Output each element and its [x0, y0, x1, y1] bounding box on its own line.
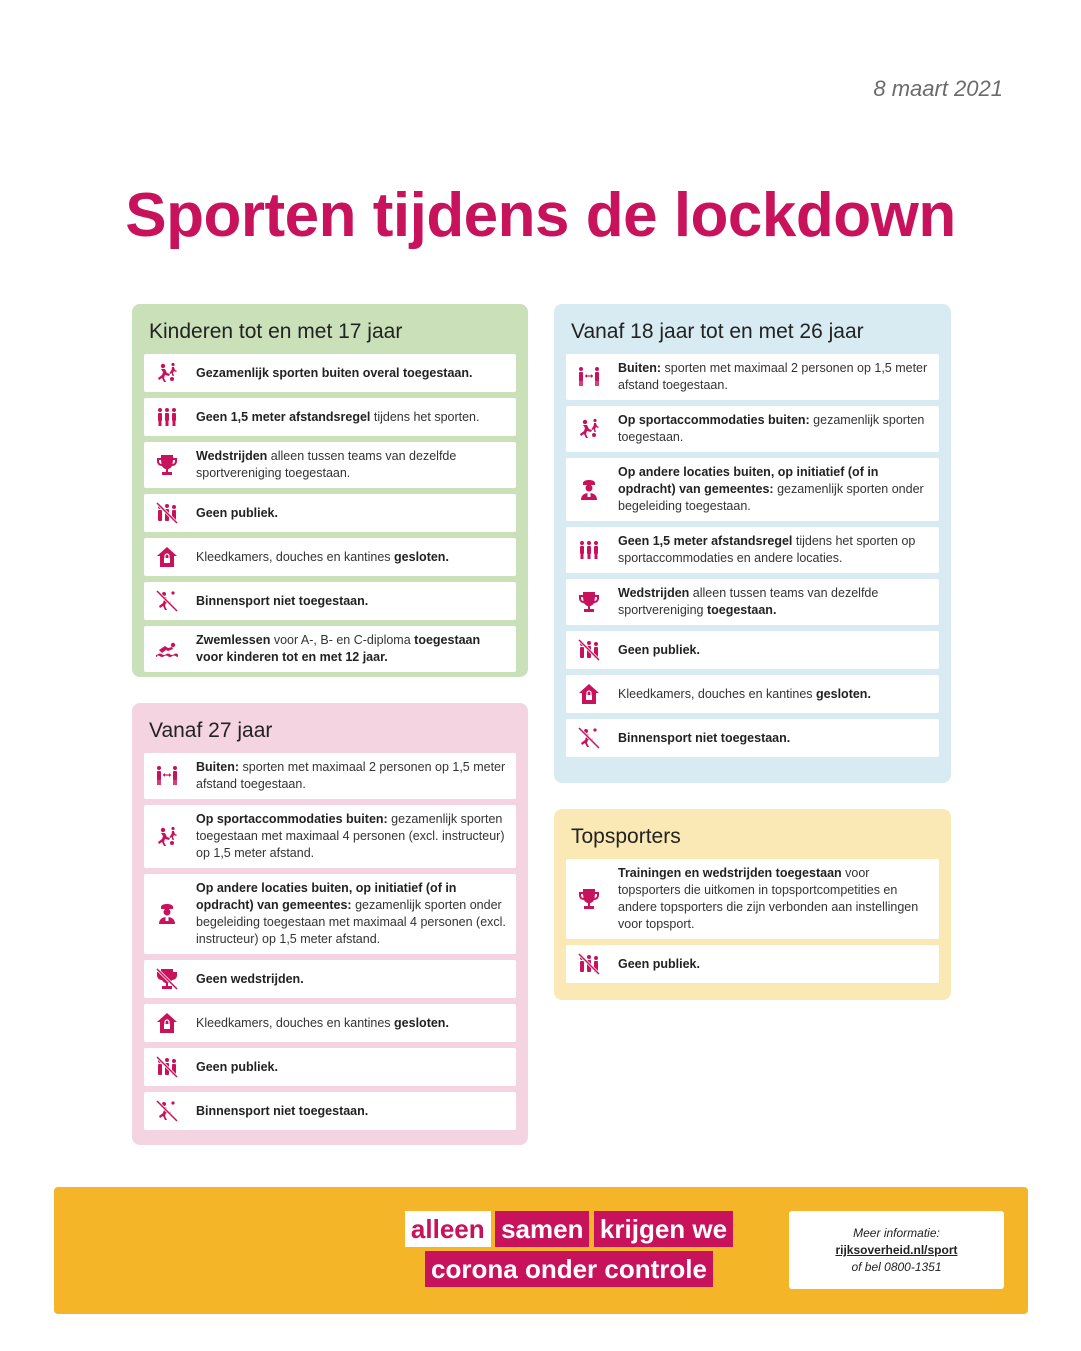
rule-text-emphasis: Geen 1,5 meter afstandsregel	[618, 534, 793, 548]
rule-text-part: sporten met maximaal 2 personen op 1,5 meter afstand toegestaan.	[196, 760, 506, 791]
rule-row	[566, 579, 939, 625]
slogan	[389, 1211, 749, 1291]
rule-text-part: voor topsporters die uitkomen in topsportcompetities en andere topsporters die zijn verbonden aan instellingen voor topsport.	[618, 866, 919, 931]
distance-icon	[152, 763, 182, 789]
no-audience-icon	[152, 500, 182, 526]
rule-text-emphasis: toegestaan.	[706, 603, 777, 617]
rule-text-emphasis: gesloten.	[394, 549, 449, 564]
rule-text-emphasis: Zwemlessen	[196, 633, 271, 647]
rule-text	[196, 1059, 278, 1076]
rule-text-emphasis: Wedstrijden	[618, 586, 690, 600]
panel-top-athletes	[554, 809, 951, 1000]
rule-text-emphasis: gesloten.	[394, 1015, 449, 1030]
rule-row	[144, 538, 516, 576]
rule-text-emphasis: Op andere locaties buiten, op initiatief (of in opdracht) van gemeentes:	[618, 465, 879, 496]
panel-heading: Vanaf 27 jaar	[149, 719, 273, 742]
trophy-icon	[574, 886, 604, 912]
outdoor-sport-icon	[152, 824, 182, 850]
rule-row	[566, 527, 939, 573]
rule-row	[144, 1092, 516, 1130]
locked-building-icon	[152, 544, 182, 570]
rule-text	[618, 585, 929, 619]
rule-text	[196, 1015, 449, 1032]
rule-text	[196, 593, 368, 610]
rule-text-part: Kleedkamers, douches en kantines	[196, 1015, 395, 1030]
rule-text-emphasis: Binnensport niet toegestaan.	[618, 730, 791, 745]
rule-text-emphasis: Binnensport niet toegestaan.	[196, 593, 369, 608]
rule-text-part: tijdens het sporten.	[370, 409, 480, 424]
rule-row	[144, 354, 516, 392]
rule-text	[618, 412, 929, 446]
rule-row	[566, 406, 939, 452]
no-audience-icon	[574, 637, 604, 663]
rule-text-emphasis: Gezamenlijk sporten buiten overal toegestaan.	[196, 365, 473, 380]
rule-text-emphasis: Binnensport niet toegestaan.	[196, 1103, 369, 1118]
rule-text	[196, 971, 304, 988]
rule-text-part: gezamenlijk sporten onder begeleiding toegestaan.	[618, 482, 924, 513]
rule-text	[618, 865, 929, 933]
rule-row	[144, 1004, 516, 1042]
panel-heading: Kinderen tot en met 17 jaar	[149, 320, 403, 343]
slogan-word: corona onder controle	[425, 1251, 713, 1287]
info-label: Meer informatie:	[853, 1226, 940, 1240]
rule-row	[566, 675, 939, 713]
rule-row	[144, 753, 516, 799]
group-icon	[152, 404, 182, 430]
rule-text-part: Kleedkamers, douches en kantines	[618, 686, 817, 701]
outdoor-sport-icon	[152, 360, 182, 386]
rule-text-emphasis: Buiten:	[196, 760, 240, 774]
rule-row	[566, 859, 939, 939]
slogan-word: krijgen we	[594, 1211, 733, 1247]
rule-text	[196, 632, 506, 666]
rule-row	[566, 719, 939, 757]
locked-building-icon	[152, 1010, 182, 1036]
panel-young-adults	[554, 304, 951, 783]
rule-text	[196, 880, 506, 948]
rule-row	[566, 945, 939, 983]
rule-text	[196, 365, 472, 382]
rule-text-emphasis: Wedstrijden	[196, 449, 268, 463]
rule-row	[144, 494, 516, 532]
rule-text-part: tijdens het sporten op sportaccommodaties en andere locaties.	[618, 534, 916, 565]
rule-text-emphasis: Geen publiek.	[196, 505, 278, 520]
rule-text	[618, 464, 929, 515]
rule-text	[618, 642, 700, 659]
official-icon	[574, 477, 604, 503]
rule-text-emphasis: Geen publiek.	[618, 642, 700, 657]
info-phone: of bel 0800-1351	[851, 1260, 942, 1274]
rule-row	[566, 354, 939, 400]
no-trophy-icon	[152, 966, 182, 992]
rule-row	[144, 398, 516, 436]
swimmer-icon	[152, 636, 182, 662]
rule-row	[144, 960, 516, 998]
no-indoor-sport-icon	[574, 725, 604, 751]
panel-kids	[132, 304, 528, 677]
trophy-icon	[574, 589, 604, 615]
rule-text-part: voor A-, B- en C-diploma	[270, 633, 415, 647]
rule-text-emphasis: gesloten.	[816, 686, 871, 701]
rule-text	[196, 448, 506, 482]
campaign-banner	[54, 1187, 1028, 1314]
rule-text	[196, 409, 480, 426]
rule-row	[566, 631, 939, 669]
rule-row	[144, 805, 516, 868]
rule-text	[196, 549, 449, 566]
no-indoor-sport-icon	[152, 588, 182, 614]
rule-text-emphasis: Op andere locaties buiten, op initiatief (of in opdracht) van gemeentes:	[196, 881, 457, 912]
info-box	[789, 1211, 1004, 1289]
rule-text-emphasis: Trainingen en wedstrijden toegestaan	[618, 866, 842, 880]
rule-text-part: Kleedkamers, douches en kantines	[196, 549, 395, 564]
panel-adults	[132, 703, 528, 1145]
page-title: Sporten tijdens de lockdown	[125, 181, 956, 250]
rule-text-emphasis: Geen wedstrijden.	[196, 971, 304, 986]
trophy-icon	[152, 452, 182, 478]
rule-text-part: gezamenlijk sporten onder begeleiding toegestaan met maximaal 4 personen (excl. instructeur) op 1,5 meter afstand.	[196, 898, 506, 946]
info-link[interactable]: rijksoverheid.nl/sport	[835, 1243, 958, 1257]
no-audience-icon	[574, 951, 604, 977]
rule-text-emphasis: Geen publiek.	[196, 1059, 278, 1074]
rule-text-part: alleen tussen teams van dezelfde sportvereniging toegestaan.	[196, 449, 457, 480]
rule-row	[144, 1048, 516, 1086]
rule-row	[566, 458, 939, 521]
rule-text-emphasis: Op sportaccommodaties buiten:	[618, 413, 810, 427]
rule-text-emphasis: Geen publiek.	[618, 956, 700, 971]
rule-row	[144, 442, 516, 488]
rule-text	[618, 686, 871, 703]
rule-text-part: alleen tussen teams van dezelfde sportvereniging	[618, 586, 879, 617]
rule-text-emphasis: Geen 1,5 meter afstandsregel	[196, 409, 371, 424]
rule-text	[196, 1103, 368, 1120]
rule-text	[196, 759, 506, 793]
rule-text-emphasis: Op sportaccommodaties buiten:	[196, 812, 388, 826]
panel-heading: Topsporters	[571, 825, 681, 848]
rule-text-part: gezamenlijk sporten toegestaan met maximaal 4 personen (excl. instructeur) op 1,5 meter afstand.	[196, 812, 505, 860]
panel-heading: Vanaf 18 jaar tot en met 26 jaar	[571, 320, 864, 343]
rule-text	[618, 360, 929, 394]
official-icon	[152, 901, 182, 927]
outdoor-sport-icon	[574, 416, 604, 442]
slogan-word: alleen	[405, 1211, 491, 1247]
rule-text	[618, 533, 929, 567]
date: 8 maart 2021	[873, 76, 1003, 101]
locked-building-icon	[574, 681, 604, 707]
rule-text	[618, 730, 790, 747]
rule-text	[618, 956, 700, 973]
rule-text-emphasis: toegestaan voor kinderen tot en met 12 jaar.	[196, 633, 481, 664]
rule-text-emphasis: Buiten:	[618, 361, 662, 375]
no-indoor-sport-icon	[152, 1098, 182, 1124]
rule-row	[144, 874, 516, 954]
distance-icon	[574, 364, 604, 390]
group-icon	[574, 537, 604, 563]
no-audience-icon	[152, 1054, 182, 1080]
rule-text-part: gezamenlijk sporten toegestaan.	[618, 413, 925, 444]
rule-text	[196, 505, 278, 522]
slogan-word: samen	[495, 1211, 589, 1247]
rule-text	[196, 811, 506, 862]
rule-text-part: sporten met maximaal 2 personen op 1,5 meter afstand toegestaan.	[618, 361, 928, 392]
rule-row	[144, 626, 516, 672]
rule-row	[144, 582, 516, 620]
